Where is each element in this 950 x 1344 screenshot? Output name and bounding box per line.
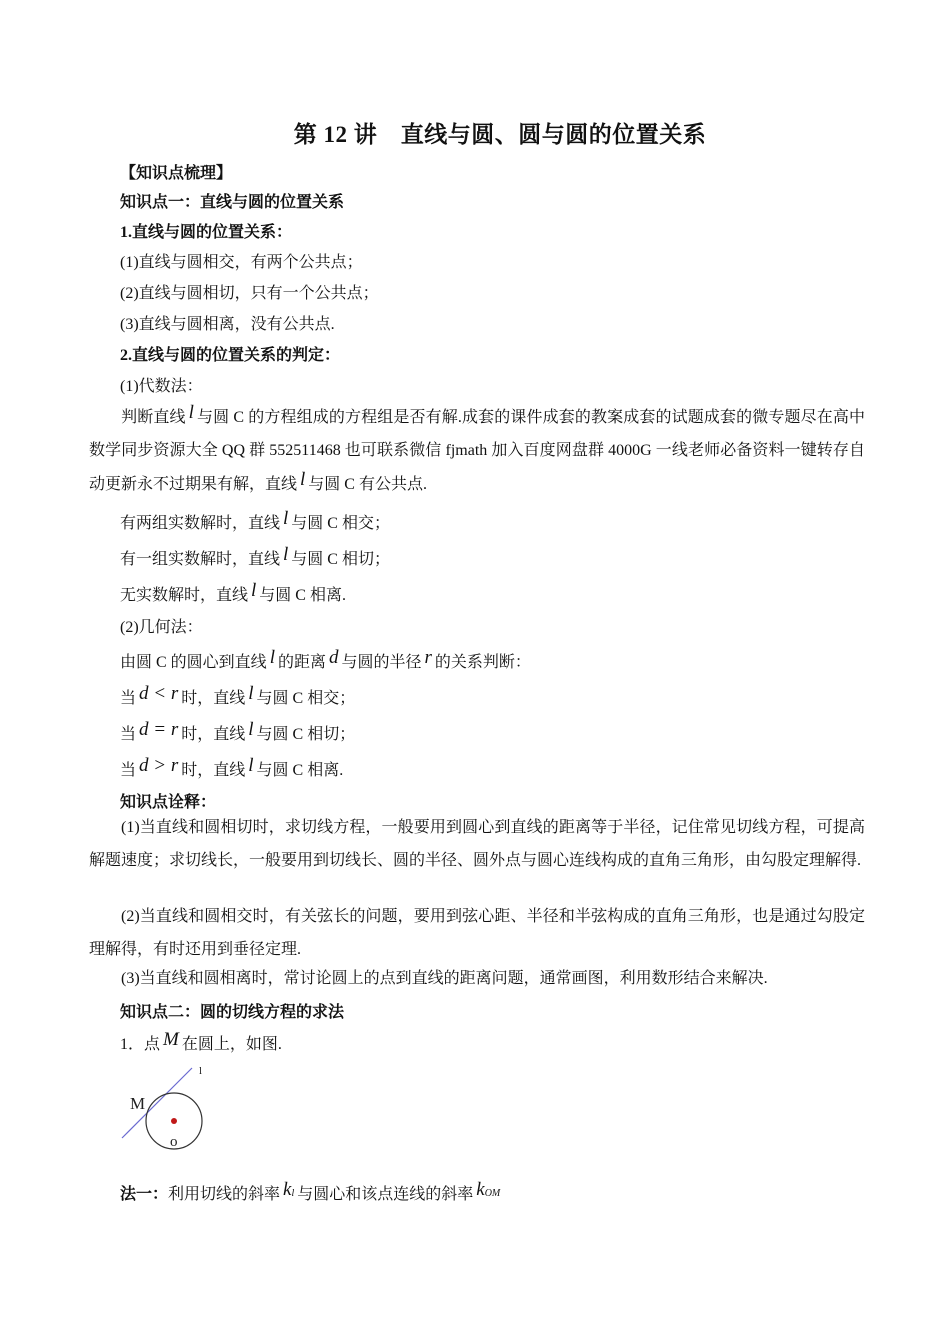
k-letter: k	[476, 1179, 485, 1200]
formula: d < r	[139, 683, 179, 704]
symbol-r: r	[424, 647, 432, 668]
symbol-l: l	[248, 755, 254, 776]
text-segment: 时，直线	[181, 690, 246, 707]
symbol-M: M	[163, 1029, 179, 1050]
symbol-l: l	[251, 580, 257, 601]
text-segment: 与圆心和该点连线的斜率	[297, 1186, 474, 1203]
text-segment: 与圆 C 的方程组成的方程组是否有解.成套的课件成套的教案成套的试题成套的微专题尽在高中数学同步资源大全 QQ 群 552511468 也可联系微信 fjmath 加入百度网盘群 4000G 一线老师必备资料一键转存自动更新永不过期果有解，直线	[89, 409, 865, 493]
kp1-sub1: 1.直线与圆的位置关系：	[120, 224, 293, 241]
list-item: (3)直线与圆相离，没有公共点.	[120, 316, 335, 333]
case-no-solution	[120, 582, 346, 606]
case-d-equal-r	[120, 721, 355, 745]
case-one-solution	[120, 546, 390, 570]
symbol-k	[280, 1179, 297, 1200]
text-segment: 当	[120, 690, 137, 707]
formula: d > r	[139, 755, 179, 776]
method-label: 法一：	[120, 1186, 169, 1203]
text-segment: 利用切线的斜率	[168, 1186, 281, 1203]
subscript-OM: OM	[484, 1188, 501, 1199]
symbol-l: l	[248, 683, 254, 704]
text-segment: 1．点	[120, 1036, 161, 1053]
algebra-paragraph	[89, 400, 865, 501]
label-o: o	[170, 1134, 178, 1150]
case-two-solutions	[120, 510, 390, 534]
text-segment: 与圆 C 相离.	[256, 762, 344, 779]
text-segment: 的距离	[277, 654, 326, 671]
text-segment: (2)当直线和圆相交时，有关弦长的问题，要用到弦心距、半径和半弦构成的直角三角形，也是通过勾股定理解得，有时还用到垂径定理.	[89, 908, 865, 958]
note-3	[89, 962, 865, 995]
list-item: (1)直线与圆相交，有两个公共点；	[120, 254, 363, 271]
text-segment: 与圆 C 相切；	[291, 551, 390, 568]
subscript-l: l	[291, 1188, 295, 1199]
text-segment: 与圆 C 有公共点.	[308, 476, 427, 493]
symbol-l: l	[248, 719, 254, 740]
text-segment: 与圆 C 相交；	[256, 690, 356, 707]
text-segment: 无实数解时，直线	[120, 587, 249, 604]
text-segment: 由圆 C 的圆心到直线	[120, 654, 267, 671]
list-item: (2)直线与圆相切，只有一个公共点；	[120, 285, 379, 302]
symbol-k-om	[473, 1179, 503, 1200]
symbol-l: l	[300, 469, 306, 490]
symbol-l: l	[283, 544, 289, 565]
method-1	[120, 1181, 503, 1205]
kp2-heading: 知识点二：圆的切线方程的求法	[120, 1004, 345, 1021]
text-segment: (3)当直线和圆相离时，常讨论圆上的点到直线的距离问题，通常画图，利用数形结合来解决.	[121, 970, 768, 987]
label-M: M	[130, 1094, 146, 1113]
text-segment: 与圆 C 相离.	[259, 587, 346, 604]
kp1-sub2: 2.直线与圆的位置关系的判定：	[120, 347, 341, 364]
text-segment: 时，直线	[181, 726, 246, 743]
section-header: 【知识点梳理】	[120, 165, 233, 182]
text-segment: 判断直线	[121, 409, 186, 426]
symbol-l: l	[269, 647, 275, 668]
center-point	[171, 1118, 177, 1124]
geometry-intro	[120, 649, 531, 673]
text-segment: (1)当直线和圆相切时，求切线方程，一般要用到圆心到直线的距离等于半径，记住常见切线方程，可提高解题速度；求切线长，一般要用到切线长、圆的半径、圆外点与圆心连线构成的直角三角形，由勾股定理解得.	[89, 819, 865, 869]
algebra-method-label: (1)代数法：	[120, 378, 203, 395]
k-letter: k	[283, 1179, 292, 1200]
text-segment: 与圆 C 相交；	[291, 515, 390, 532]
geometry-method-label: (2)几何法：	[120, 619, 203, 636]
note-1	[89, 811, 865, 877]
label-l: l	[199, 1065, 203, 1077]
text-segment: 当	[120, 762, 137, 779]
text-segment: 有两组实数解时，直线	[120, 515, 281, 532]
text-segment: 当	[120, 726, 137, 743]
text-segment: 有一组实数解时，直线	[120, 551, 281, 568]
symbol-l: l	[188, 402, 194, 423]
tangent-figure	[115, 1062, 215, 1162]
case-d-less-r	[120, 685, 355, 709]
page-title: 第 12 讲 直线与圆、圆与圆的位置关系	[293, 122, 707, 147]
formula: d = r	[139, 719, 179, 740]
text-segment: 在圆上，如图.	[181, 1036, 282, 1053]
notes-heading: 知识点诠释：	[120, 794, 217, 811]
text-segment: 时，直线	[181, 762, 246, 779]
symbol-l: l	[283, 508, 289, 529]
text-segment: 的关系判断：	[434, 654, 531, 671]
case-d-greater-r	[120, 757, 343, 781]
text-segment: 与圆 C 相切；	[256, 726, 356, 743]
text-segment: 与圆的半径	[341, 654, 422, 671]
point-on-circle	[120, 1031, 282, 1055]
symbol-d: d	[328, 647, 339, 668]
kp1-heading: 知识点一：直线与圆的位置关系	[120, 194, 345, 211]
note-2	[89, 900, 865, 966]
